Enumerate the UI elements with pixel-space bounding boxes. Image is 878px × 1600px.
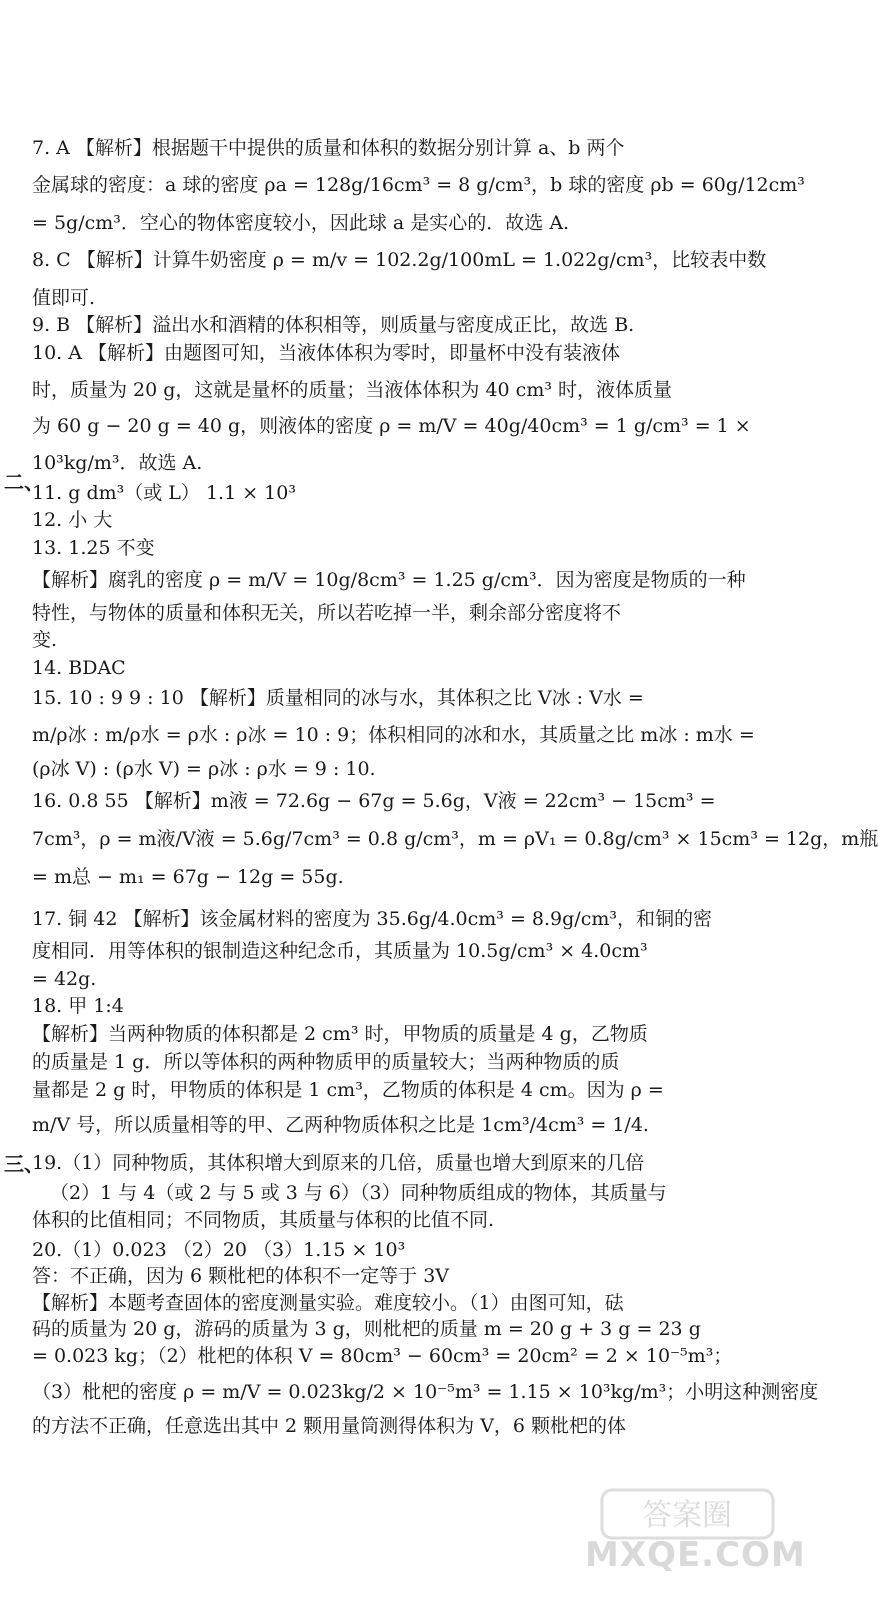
answer-line: m/V 号，所以质量相等的甲、乙两种物质体积之比是 1cm³/4cm³ = 1/4.	[32, 1114, 649, 1136]
answer-line: 值即可.	[32, 287, 96, 309]
answer-line: 12. 小 大	[32, 509, 113, 531]
answer-line: 码的质量为 20 g，游码的质量为 3 g，则枇杷的质量 m = 20 g + 3 g = 23 g	[32, 1318, 701, 1340]
answer-line: 为 60 g − 20 g = 40 g，则液体的密度 ρ = m/V = 40g/40cm³ = 1 g/cm³ = 1 ×	[32, 415, 751, 437]
answer-line: 【解析】当两种物质的体积都是 2 cm³ 时，甲物质的质量是 4 g，乙物质	[32, 1023, 648, 1045]
answer-line: 【解析】腐乳的密度 ρ = m/V = 10g/8cm³ = 1.25 g/cm³．因为密度是物质的一种	[32, 569, 746, 591]
answer-line: 10. A 【解析】由题图可知，当液体体积为零时，即量杯中没有装液体	[32, 342, 621, 364]
answer-line: 20.（1）0.023 （2）20 （3）1.15 × 10³	[32, 1239, 406, 1261]
section-marker-two: 二、	[4, 470, 44, 494]
answer-line: 8. C 【解析】计算牛奶密度 ρ = m/v = 102.2g/100mL = 1.022g/cm³，比较表中数	[32, 249, 767, 271]
watermark-logo	[600, 1488, 775, 1540]
answer-line: 11. g dm³（或 L） 1.1 × 10³	[32, 482, 296, 504]
answer-line: 15. 10 : 9 9 : 10 【解析】质量相同的冰与水，其体积之比 V冰 : V水 =	[32, 687, 644, 709]
answer-line: 量都是 2 g 时，甲物质的体积是 1 cm³，乙物质的体积是 4 cm。因为 ρ =	[32, 1079, 664, 1101]
answer-line: 9. B 【解析】溢出水和酒精的体积相等，则质量与密度成正比，故选 B.	[32, 314, 635, 336]
answer-line: 7. A 【解析】根据题干中提供的质量和体积的数据分别计算 a、b 两个	[32, 137, 625, 159]
answer-line: 变.	[32, 629, 58, 651]
answer-line: = 42g.	[32, 968, 97, 990]
watermark-site: MXQE.COM	[585, 1535, 806, 1575]
answer-line: 时，质量为 20 g，这就是量杯的质量；当液体体积为 40 cm³ 时，液体质量	[32, 379, 672, 401]
answer-line: (ρ冰 V) : (ρ水 V) = ρ冰 : ρ水 = 9 : 10.	[32, 758, 376, 780]
answer-line: 16. 0.8 55 【解析】m液 = 72.6g − 67g = 5.6g，V液 = 22cm³ − 15cm³ =	[32, 790, 716, 812]
answer-line: 答：不正确，因为 6 颗枇杷的体积不一定等于 3V	[32, 1265, 450, 1287]
watermark-logo-text: 答案圈	[642, 1498, 732, 1533]
answer-line: （3）枇杷的密度 ρ = m/V = 0.023kg/2 × 10⁻⁵m³ = 1.15 × 10³kg/m³；小明这种测密度	[32, 1381, 819, 1403]
answer-line: 13. 1.25 不变	[32, 537, 155, 559]
answer-line: = 5g/cm³．空心的物体密度较小，因此球 a 是实心的．故选 A.	[32, 212, 570, 234]
answer-line: 【解析】本题考查固体的密度测量实验。难度较小。（1）由图可知，砝	[32, 1292, 624, 1314]
answer-line: 的方法不正确，任意选出其中 2 颗用量筒测得体积为 V，6 颗枇杷的体	[32, 1415, 627, 1437]
answer-line: 18. 甲 1:4	[32, 995, 124, 1017]
answer-line: 10³kg/m³．故选 A.	[32, 452, 203, 474]
answer-line: 的质量是 1 g．所以等体积的两种物质甲的质量较大；当两种物质的质	[32, 1051, 620, 1073]
answer-line: 金属球的密度：a 球的密度 ρa = 128g/16cm³ = 8 g/cm³，b 球的密度 ρb = 60g/12cm³	[32, 174, 805, 196]
answer-line: = m总 − m₁ = 67g − 12g = 55g.	[32, 866, 344, 888]
answer-line: 17. 铜 42 【解析】该金属材料的密度为 35.6g/4.0cm³ = 8.9g/cm³，和铜的密	[32, 908, 712, 930]
answer-line: = 0.023 kg；（2）枇杷的体积 V = 80cm³ − 60cm³ = 20cm² = 2 × 10⁻⁵m³；	[32, 1345, 733, 1367]
answer-line: 特性，与物体的质量和体积无关，所以若吃掉一半，剩余部分密度将不	[32, 602, 622, 624]
section-marker-three: 三、	[4, 1152, 44, 1176]
answer-line: m/ρ冰 : m/ρ水 = ρ水 : ρ冰 = 10 : 9；体积相同的冰和水，其质量之比 m冰 : m水 =	[32, 724, 755, 746]
answer-line: 度相同．用等体积的银制造这种纪念币，其质量为 10.5g/cm³ × 4.0cm³	[32, 940, 648, 962]
answer-line: 19.（1）同种物质，其体积增大到原来的几倍，质量也增大到原来的几倍	[32, 1152, 645, 1174]
answer-line: 14. BDAC	[32, 657, 126, 679]
answer-line: 体积的比值相同；不同物质，其质量与体积的比值不同.	[32, 1209, 495, 1231]
answer-line: 7cm³，ρ = m液/V液 = 5.6g/7cm³ = 0.8 g/cm³，m = ρV₁ = 0.8g/cm³ × 15cm³ = 12g，m瓶	[32, 828, 878, 850]
answer-line: （2）1 与 4（或 2 与 5 或 3 与 6）（3）同种物质组成的物体，其质量与	[50, 1182, 667, 1204]
